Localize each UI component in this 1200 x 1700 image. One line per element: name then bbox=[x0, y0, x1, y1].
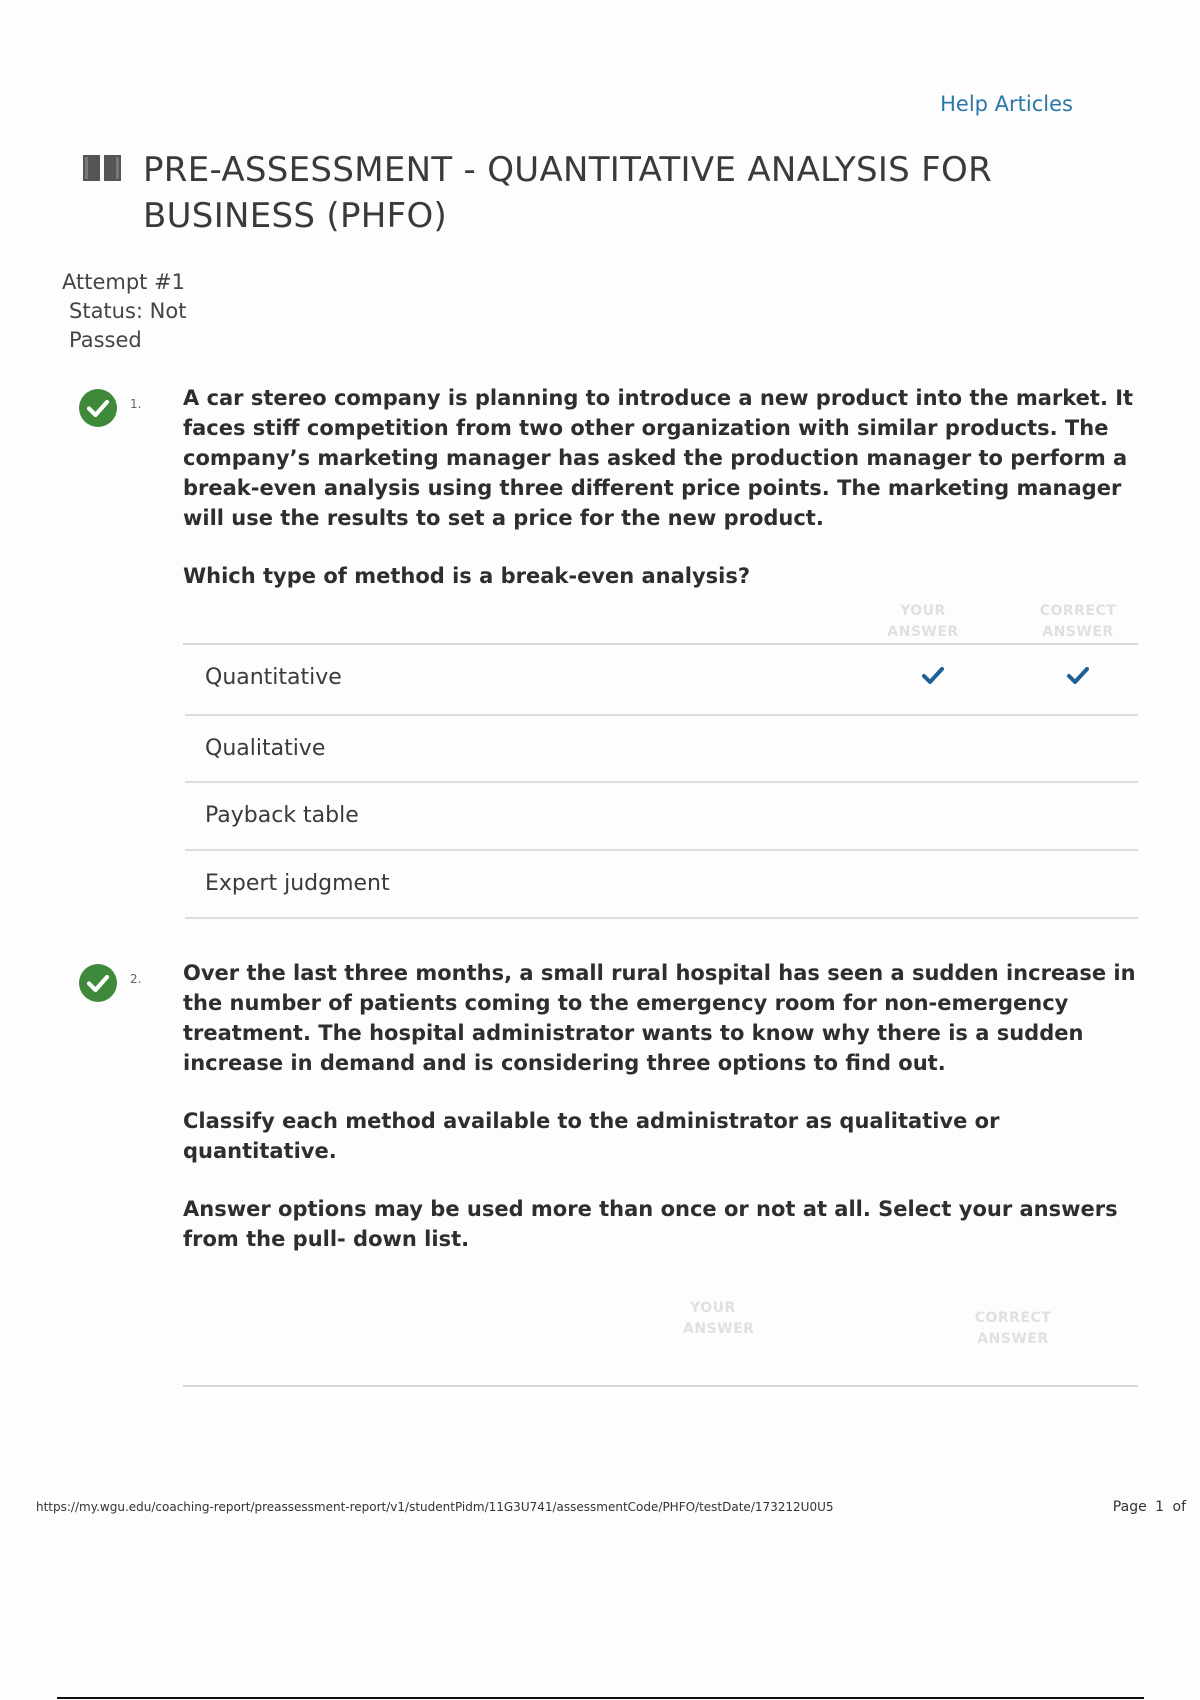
answer-table-header bbox=[183, 601, 1138, 645]
page-header bbox=[83, 147, 1083, 239]
question-prompt: Which type of method is a break-even analysis? bbox=[183, 564, 751, 588]
correct-answer-column-header: CORRECT ANSWER bbox=[974, 1310, 1052, 1347]
your-answer-check-icon bbox=[922, 667, 944, 685]
attempt-info bbox=[62, 268, 209, 355]
answer-option-label: Qualitative bbox=[205, 736, 326, 761]
question-body bbox=[183, 958, 1138, 1387]
question-text: Over the last three months, a small rural hospital has seen a sudden increase in the number of patients coming to the emergency room for non-emergency treatment. The hospital administrator wants to know why there is a sudden increase in demand and is considering three options to find out. bbox=[183, 961, 1136, 1075]
attempt-status: Status: Not Passed bbox=[69, 299, 187, 352]
answer-option-label: Payback table bbox=[205, 803, 359, 828]
answer-option bbox=[185, 645, 1138, 716]
question-number: 2. bbox=[130, 972, 142, 986]
answer-table-header bbox=[183, 1290, 1138, 1387]
question-body bbox=[183, 383, 1138, 919]
answer-option-label: Quantitative bbox=[205, 665, 342, 690]
correct-answer-column-header: CORRECT ANSWER bbox=[1039, 603, 1117, 640]
check-circle-icon bbox=[78, 388, 118, 428]
page-url: https://my.wgu.edu/coaching-report/preassessment-report/v1/studentPidm/11G3U741/assessmentCode/PHFO/testDate/173212U0U5 bbox=[36, 1500, 834, 1514]
question-text: A car stereo company is planning to introduce a new product into the market. It faces stiff competition from two other organization with similar products. The company’s marketing manager has asked the production manager to perform a break-even analysis using three different price points. The marketing manager will use the results to set a price for the new product. bbox=[183, 386, 1134, 530]
answer-option bbox=[185, 851, 1138, 919]
your-answer-column-header: YOUR ANSWER bbox=[887, 603, 959, 640]
answer-option-label: Expert judgment bbox=[205, 871, 390, 896]
question-prompt: Classify each method available to the administrator as qualitative or quantitative. bbox=[183, 1109, 1000, 1163]
answer-option bbox=[185, 783, 1138, 851]
attempt-label: Attempt #1 bbox=[62, 270, 186, 294]
question-number: 1. bbox=[130, 397, 142, 411]
help-articles-link[interactable]: Help Articles bbox=[940, 92, 1073, 116]
bottom-divider bbox=[57, 1697, 1144, 1699]
question-instructions: Answer options may be used more than once or not at all. Select your answers from the pull- down list. bbox=[183, 1197, 1118, 1251]
your-answer-column-header: YOUR ANSWER bbox=[683, 1300, 755, 1337]
answer-option bbox=[185, 716, 1138, 783]
page-number: Page 1 of bbox=[1112, 1499, 1186, 1515]
correct-answer-check-icon bbox=[1067, 667, 1089, 685]
book-icon bbox=[83, 153, 121, 183]
check-circle-icon bbox=[78, 963, 118, 1003]
page-title: PRE-ASSESSMENT - QUANTITATIVE ANALYSIS FOR BUSINESS (PHFO) bbox=[143, 150, 993, 236]
